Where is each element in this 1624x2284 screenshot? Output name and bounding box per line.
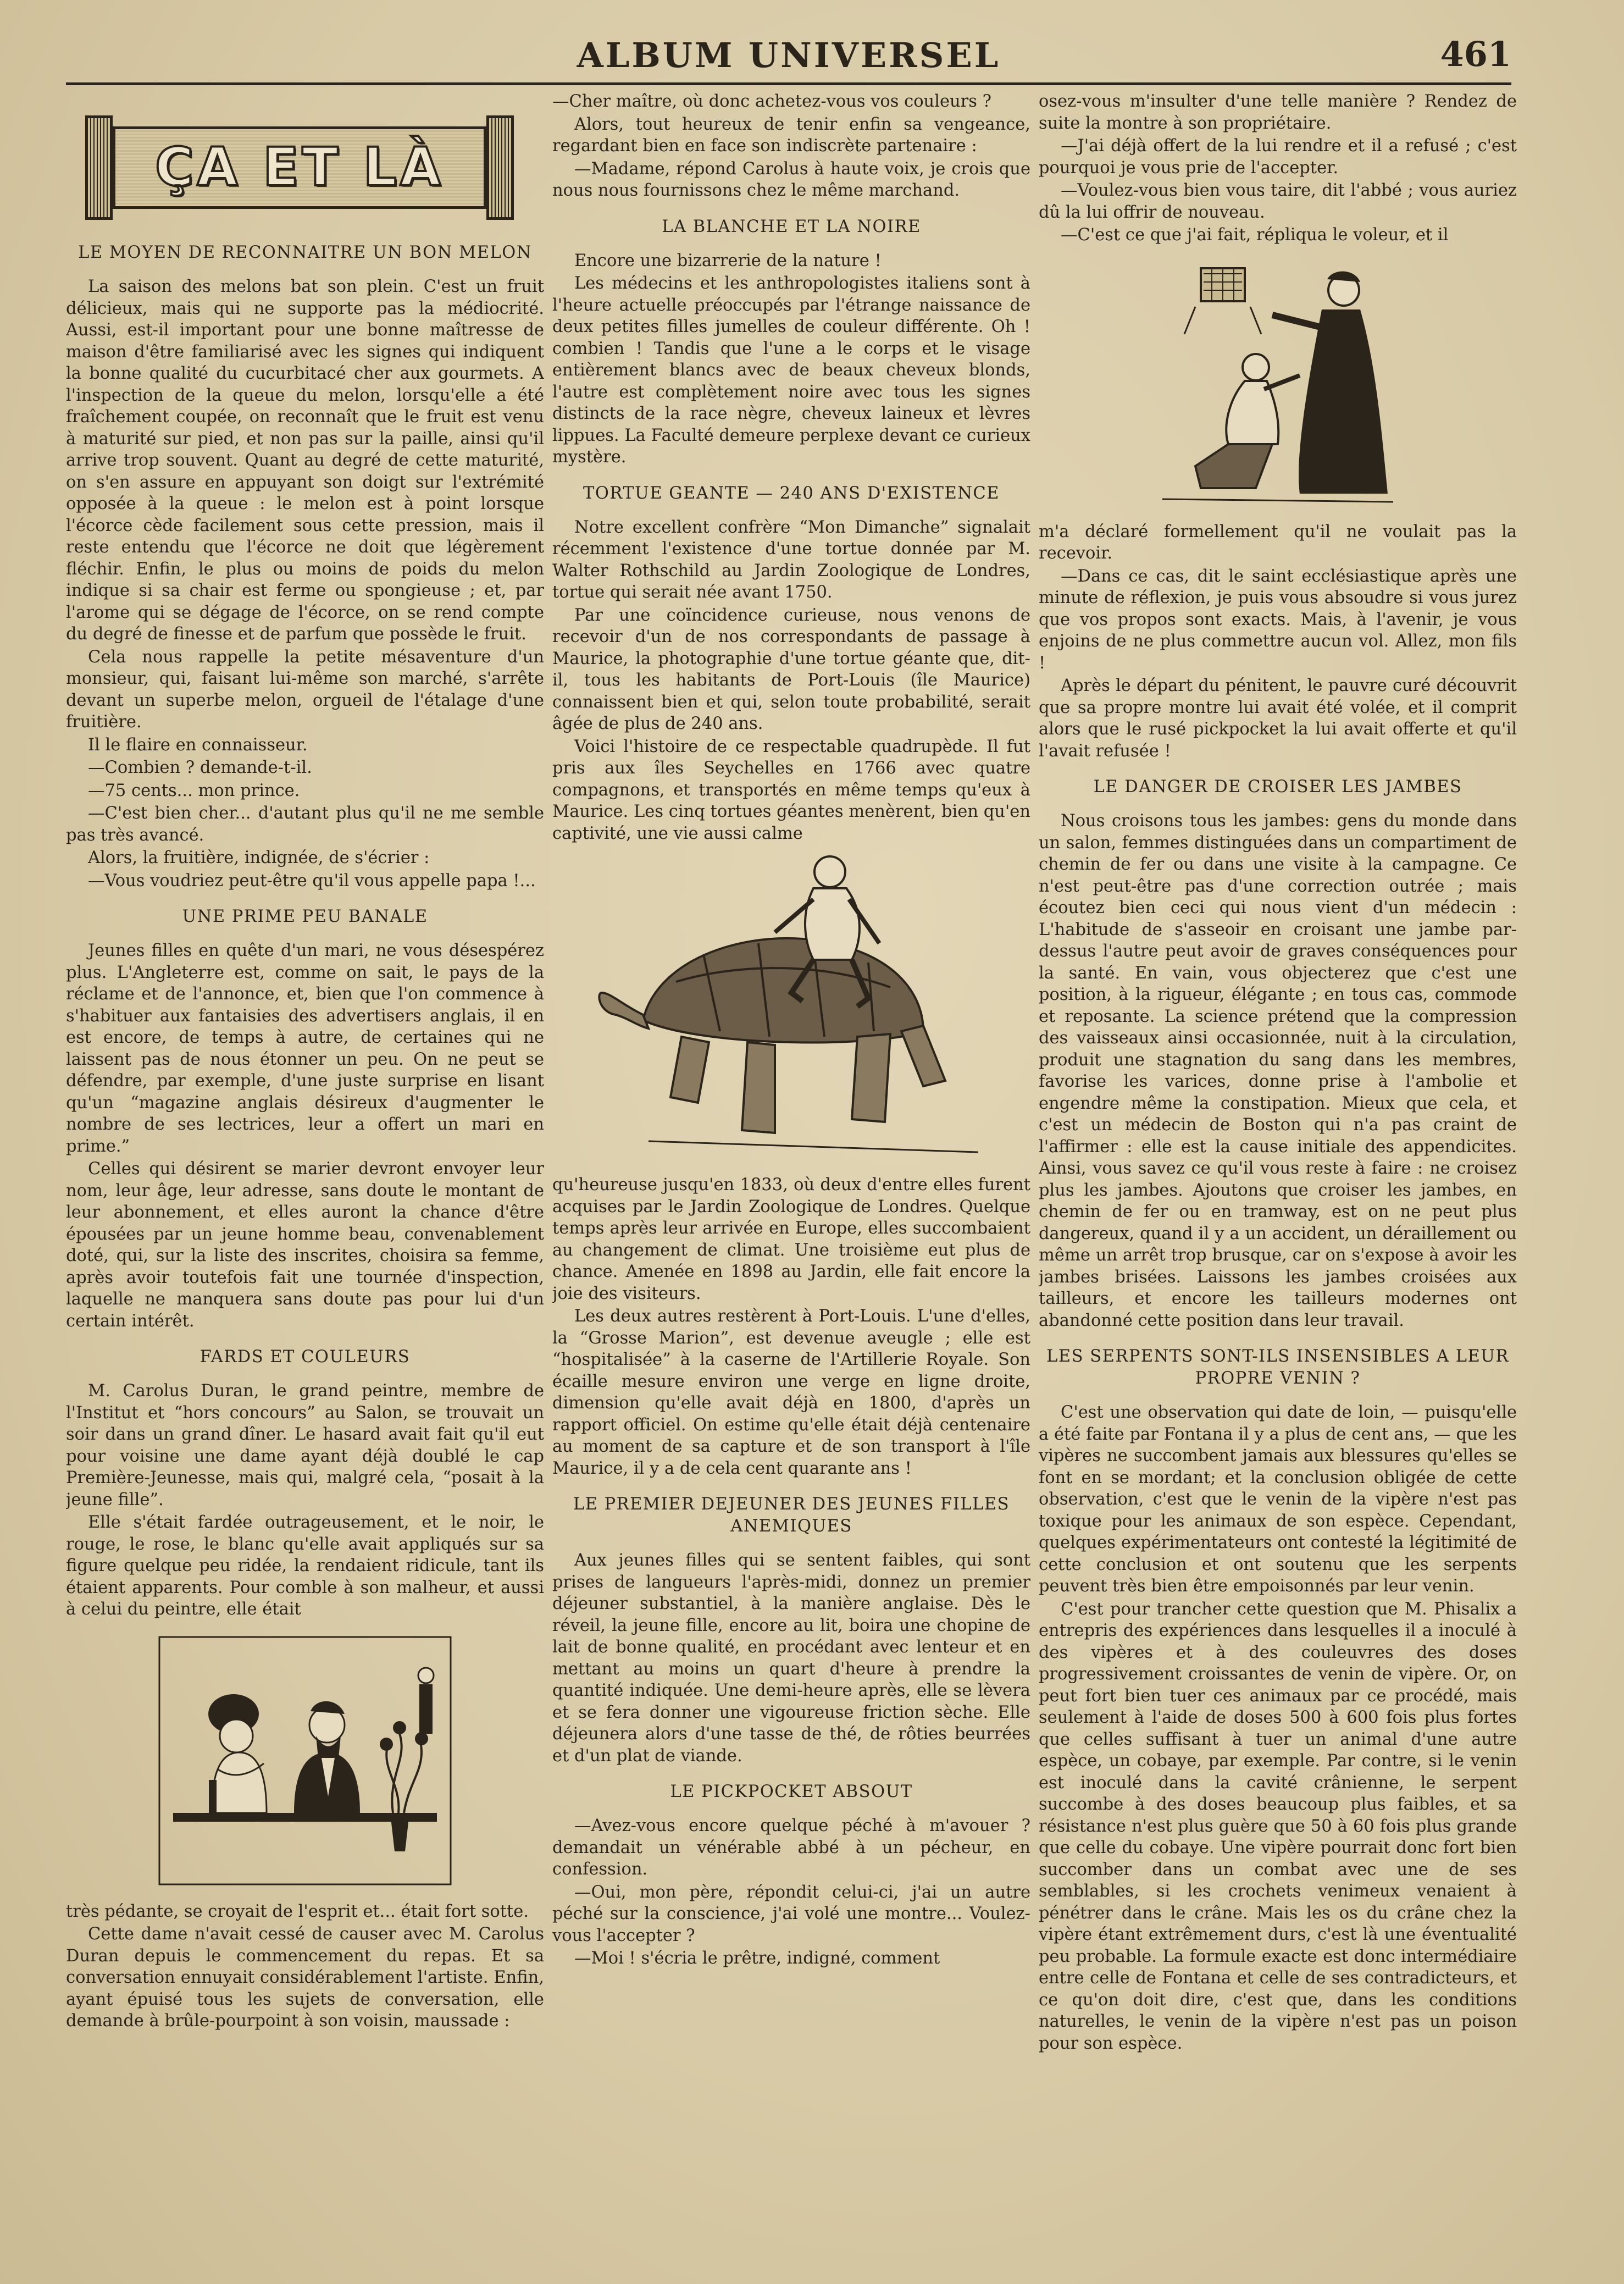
paragraph: osez-vous m'insulter d'une telle manière ? Rendez de suite la montre à son propriétaire. (1039, 92, 1517, 133)
paragraph: Notre excellent confrère “Mon Dimanche” signalait récemment l'existence d'une tortue donnée par M. Walter Rothschild au Jardin Zoologique de Londres, tortue qui serait née avant 1750. (552, 517, 1030, 602)
paragraph: —Cher maître, où donc achetez-vous vos couleurs ? (552, 92, 991, 111)
dinner-illustration (151, 1632, 459, 1890)
banner-frame (113, 126, 486, 209)
paragraph: Les deux autres restèrent à Port-Louis. L'une d'elles, la “Grosse Marion”, est devenue aveugle ; elle est “hospitalisée” à la caserne de l'Artillerie Royale. Son écaille mesure environ une verge en ligne droite, dimension qu'elle avait déjà en 1800, d'après un rapport officiel. On estime qu'elle était déjà centenaire au moment de sa capture et de son transport à l'île Maurice, il y a de cela cent quarante ans ! (552, 1307, 1030, 1478)
paragraph: m'a déclaré formellement qu'il ne voulait pas la recevoir. (1039, 522, 1517, 563)
heading-tortue: TORTUE GEANTE — 240 ANS D'EXISTENCE (583, 483, 1000, 503)
paragraph: Par une coïncidence curieuse, nous venons de recevoir d'un de nos correspondants de passage à Maurice, la photographie d'une tortue géante que, dit-il, tous les habitants de Port-Louis (île Maurice) connaissent bien et qui, selon toute probabilité, serait âgée de plus de 240 ans. (552, 605, 1030, 733)
paragraph: C'est une observation qui date de loin, — puisqu'elle a été faite par Fontana il y a plus de cent ans, — que les vipères ne succombent jamais aux blessures qu'elles se font en se mordant; et la conclusion obligée de cette observation, c'est que le venin de la vipère n'est pas toxique pour les animaux de son espèce. Cependant, quelques expérimentateurs ont contesté la légitimité de cette conclusion et ont soutenu que les serpents peuvent très bien être empoisonnés par leur venin. (1039, 1403, 1517, 1596)
paragraph: Jeunes filles en quête d'un mari, ne vous désespérez plus. L'Angleterre est, comme on sait, le pays de la réclame et de l'annonce, et, bien que l'on commence à s'habituer aux fantaisies des advertisers anglais, il en est encore, de temps à autre, de certaines qui ne laissent pas de nous étonner un peu. On ne peut se défendre, par exemple, d'une juste surprise en lisant qu'un “magazine anglais désireux d'augmenter le nombre de ses lectrices, leur a offert un mari en prime.” (66, 941, 544, 1156)
banner-title: ÇA ET LÀ (154, 136, 445, 198)
paragraph: —Madame, répond Carolus à haute voix, je crois que nous nous fournissons chez le même marchand. (552, 159, 1030, 200)
heading-fards: FARDS ET COULEURS (199, 1347, 411, 1367)
paragraph: —J'ai déjà offert de la lui rendre et il a refusé ; c'est pourquoi je vous prie de l'accepter. (1039, 136, 1517, 178)
paragraph: Alors, tout heureux de tenir enfin sa vengeance, regardant bien en face son indiscrète partenaire : (552, 114, 1030, 156)
paragraph: —Dans ce cas, dit le saint ecclésiastique après une minute de réflexion, je puis vous absoudre si vous jurez que vos propos sont exacts. Mais, à l'avenir, je vous enjoins de ne plus commettre aucun vol. Allez, mon fils ! (1039, 566, 1517, 673)
paragraph: Aux jeunes filles qui se sentent faibles, qui sont prises de langueurs l'après-midi, donnez un premier déjeuner substantiel, à la manière anglaise. Dès le réveil, la jeune fille, encore au lit, boira une chopine de lait de bonne qualité, en procédant avec lenteur et en mettant au moins un quart d'heure à prendre la quantité indiquée. Une demi-heure après, elle se lèvera et se fera donner une vigoureuse friction sèche. Elle déjeunera alors d'une tasse de thé, de rôties beurrées et d'un plat de viande. (552, 1551, 1030, 1766)
paragraph: très pédante, se croyait de l'esprit et... était fort sotte. (66, 1901, 529, 1921)
paragraph: —75 cents... mon prince. (88, 781, 300, 800)
page-number: 461 (1440, 34, 1511, 74)
paragraph: —C'est bien cher... d'autant plus qu'il ne me semble pas très avancé. (66, 804, 544, 845)
header-rule (66, 82, 1511, 85)
paragraph: Alors, la fruitière, indignée, de s'écrier : (88, 848, 430, 867)
paragraph: Celles qui désirent se marier devront envoyer leur nom, leur âge, leur adresse, sans doute le montant de leur abonnement, et elles auront la chance d'être épousées par un jeune homme beau, convenablement doté, qui, sur la liste des inscrites, choisira sa femme, après avoir toutefois fait une tournée d'inspection, laquelle ne manquera sans doute pas pour lui d'un certain intérêt. (66, 1159, 544, 1331)
column-3 (1039, 91, 1517, 2125)
paragraph: qu'heureuse jusqu'en 1833, où deux d'entre elles furent acquises par le Jardin Zoologique de Londres. Quelque temps après leur arrivée en Europe, elles succombaient au changement de climat. Une troisième eut plus de chance. Amenée en 1898 au Jardin, elle fait encore la joie des visiteurs. (552, 1175, 1030, 1303)
paragraph: Elle s'était fardée outrageusement, et le noir, le rouge, le rose, le blanc qu'elle avait appliqués sur sa figure quelque peu ridée, la rendaient ridicule, tant ils étaient apparents. Pour comble à son malheur, et aussi à celui du peintre, elle était (66, 1513, 544, 1619)
paragraph: Il le flaire en connaisseur. (88, 735, 308, 755)
paragraph: —Avez-vous encore quelque péché à m'avouer ? demandait un vénérable abbé à un pécheur, en confession. (552, 1816, 1030, 1879)
heading-jambes: LE DANGER DE CROISER LES JAMBES (1093, 777, 1462, 797)
paragraph: —Vous voudriez peut-être qu'il vous appelle papa !... (88, 871, 536, 891)
paragraph: —Oui, mon père, répondit celui-ci, j'ai un autre péché sur la conscience, j'ai volé une montre... Voulez-vous l'accepter ? (552, 1882, 1030, 1945)
banner-pillar-right (486, 115, 514, 220)
paragraph: Cela nous rappelle la petite mésaventure d'un monsieur, qui, faisant lui-même son marché, s'arrête devant un superbe melon, orgueil de l'étalage d'une fruitière. (66, 647, 544, 732)
tortoise-illustration (594, 855, 989, 1163)
paragraph: —Moi ! s'écria le prêtre, indigné, comment (574, 1949, 940, 1968)
paragraph: Cette dame n'avait cessé de causer avec M. Carolus Duran depuis le commencement du repas. Et sa conversation ennuyait considérablement l'artiste. Enfin, ayant épuisé tous les sujets de conversation, elle demande à brûle-pourpoint à son voisin, maussade : (66, 1924, 544, 2031)
section-banner (80, 115, 519, 220)
heading-dejeuner: LE PREMIER DEJEUNER DES JEUNES FILLES ANEMIQUES (573, 1495, 1010, 1536)
paragraph: Encore une bizarrerie de la nature ! (574, 251, 882, 270)
paragraph: Nous croisons tous les jambes: gens du monde dans un salon, femmes distinguées dans un compartiment de chemin de fer ou dans une visite à la campagne. Ce n'est peut-être pas d'une correction outrée ; mais écoutez bien ceci qui nous vient d'un médecin : L'habitude de s'asseoir en croisant une jambe par-dessus l'autre peut avoir de graves conséquences pour la santé. En vain, vous objecterez que c'est une position, à la rigueur, élégante ; en tous cas, commode et reposante. La science prétend que la compression des vaisseaux ainsi occasionnée, nuit à la circulation, produit une stagnation du sang dans les membres, favorise les varices, donne prise à l'ambolie et engendre même la constipation. Mieux que cela, et c'est un médecin de Boston qui n'a pas craint de l'affirmer : elle est la cause initiale des appendicites. Ainsi, vous savez ce qu'il vous reste à faire : ne croisez plus les jambes. Ajoutons que croiser les jambes, en chemin de fer ou en tramway, est on ne peut plus dangereux, quand il y a un accident, un déraillement ou même un arrêt trop brusque, car on s'expose à avoir les jambes brisées. Laissons les jambes croisées aux tailleurs, et encore les tailleurs modernes ont abandonné cette position dans leur travail. (1039, 811, 1517, 1330)
paragraph: —Voulez-vous bien vous taire, dit l'abbé ; vous auriez dû la lui offrir de nouveau. (1039, 181, 1517, 222)
paragraph: C'est pour trancher cette question que M. Phisalix a entrepris des expériences dans lesquelles il a inoculé à des vipères et à des couleuvres des doses progressivement croissantes de venin de vipère. Or, on peut fort bien tuer ces animaux par ce procédé, mais seulement à l'aide de doses 500 à 600 fois plus fortes que celles suffisant à tuer un animal d'une autre espèce, un cobaye, par exemple. Par contre, si le venin est inoculé dans la cavité crânienne, le serpent succombe à des doses beaucoup plus faibles, et sa résistance n'est plus guère que 50 à 60 fois plus grande que celle du cobaye. Une vipère pourrait donc fort bien succomber dans un combat avec une de ses semblables, si les crochets venimeux venaient à pénétrer dans le crâne. Mais les os du crâne chez la vipère étant extrêmement durs, c'est là une éventualité peu probable. La formule exacte est donc intermédiaire entre celle de Fontana et celle de ses contradicteurs, et ce qu'on doit dire, c'est que, dans les conditions naturelles, le venin de la vipère n'est pas un poison pour son espèce. (1039, 1599, 1517, 2053)
paragraph: —Combien ? demande-t-il. (88, 758, 312, 777)
heading-blanche: LA BLANCHE ET LA NOIRE (662, 217, 921, 236)
heading-melon: LE MOYEN DE RECONNAITRE UN BON MELON (78, 243, 532, 262)
confession-illustration (1162, 257, 1393, 510)
paragraph: —C'est ce que j'ai fait, répliqua le voleur, et il (1061, 225, 1449, 245)
heading-serpents: LES SERPENTS SONT-ILS INSENSIBLES A LEUR PROPRE VENIN ? (1046, 1347, 1509, 1388)
banner-pillar-left (85, 115, 113, 220)
paragraph: M. Carolus Duran, le grand peintre, membre de l'Institut et “hors concours” au Salon, se trouvait un soir dans un grand dîner. Le hasard avait fait qu'il eut pour voisine une dame ayant déjà doublé le cap Première-Jeunesse, mais qui, malgré cela, “posait à la jeune fille”. (66, 1381, 544, 1509)
column-1 (66, 91, 544, 2125)
heading-pickpocket: LE PICKPOCKET ABSOUT (670, 1782, 913, 1801)
paragraph: Les médecins et les anthropologistes italiens sont à l'heure actuelle préoccupés par l'étrange naissance de deux petites filles jumelles de couleur différente. Oh ! combien ! Tandis que l'une a le corps et le visage entièrement blancs avec de beaux cheveux blonds, l'autre est complètement noire avec tous les signes distincts de la race nègre, cheveux laineux et lèvres lippues. La Faculté demeure perplexe devant ce curieux mystère. (552, 274, 1030, 467)
column-2 (552, 91, 1030, 2125)
paragraph: Après le départ du pénitent, le pauvre curé découvrit que sa propre montre lui avait été volée, et il comprit alors que le rusé pickpocket la lui avait offerte et qu'il l'avait refusée ! (1039, 676, 1517, 761)
paragraph: Voici l'histoire de ce respectable quadrupède. Il fut pris aux îles Seychelles en 1766 avec quatre compagnons, et transportés en même temps qu'eux à Maurice. Les cinq tortues géantes menèrent, bien qu'en captivité, une vie aussi calme (552, 737, 1030, 843)
paragraph: La saison des melons bat son plein. C'est un fruit délicieux, mais qui ne supporte pas la médiocrité. Aussi, est-il important pour une bonne maîtresse de maison d'être familiarisé avec les signes qui indiquent la bonne qualité du cucurbitacé cher aux gourmets. A l'inspection de la queue du melon, lorsqu'elle a été fraîchement coupée, on reconnaît que le fruit est venu à maturité sur pied, et non pas sur la paille, ainsi qu'il arrive trop souvent. Quant au degré de cette maturité, on s'en assure en appuyant son doigt sur l'extrémité opposée à la queue : le melon est à point lorsque l'écorce cède facilement sous cette pression, mais il reste entendu que l'écorce ne doit que légèrement fléchir. Enfin, le plus ou moins de poids du melon indique si sa chair est ferme ou spongieuse ; et, par l'arome qui se dégage de l'écorce, on se rend compte du degré de finesse et de parfum que possède le fruit. (66, 277, 544, 644)
heading-prime: UNE PRIME PEU BANALE (182, 907, 428, 926)
publication-title: ALBUM UNIVERSEL (577, 35, 1001, 75)
masthead (66, 32, 1511, 81)
